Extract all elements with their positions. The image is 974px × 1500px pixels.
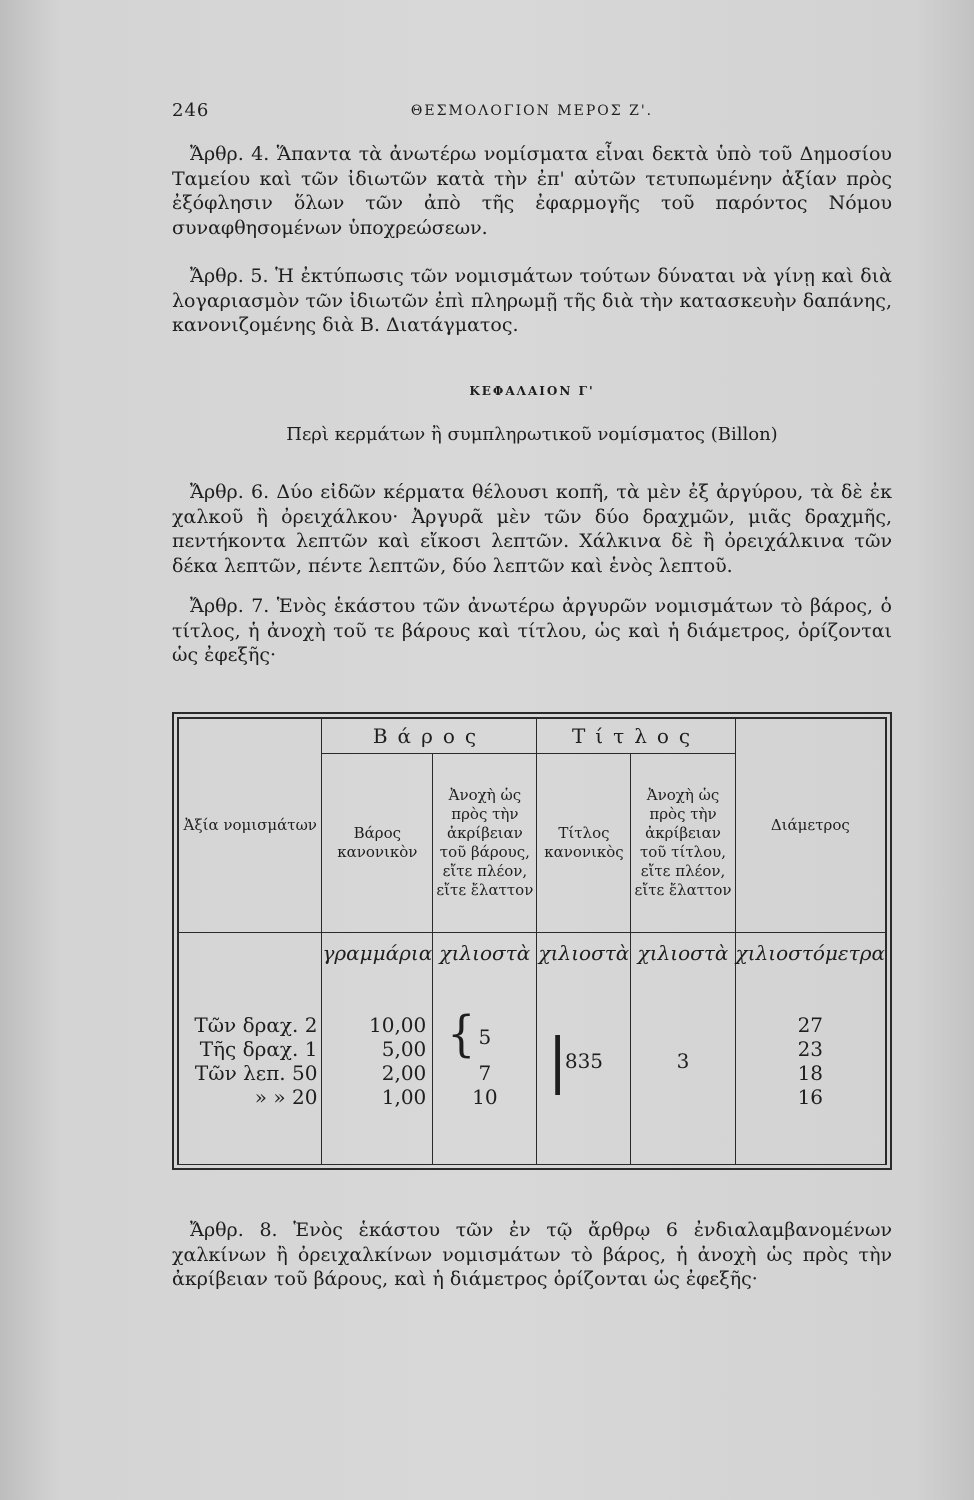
chapter-subtitle: Περὶ κερμάτων ἢ συμπληρωτικοῦ νομίσματος (Billon) [286,424,778,445]
tolerance-value: 10 [472,1085,498,1109]
tolerance-value: 7 [478,1061,492,1085]
chapter-title: ΚΕΦΑΛΑΙΟΝ Γ' [469,384,595,398]
title-shared-row [537,1013,630,1109]
article-5-text: Ἄρθρ. 5. Ἡ ἐκτύπωσις τῶν νομισμάτων τούτων δύναται νὰ γίνῃ καὶ διὰ λογαριασμὸν τῶν ἰδιωτῶν ἐπὶ πληρωμῇ τῆς διὰ τὴν κατασκευὴν δαπάνης, κανονιζομένης διὰ Β. Διατάγματος. [172,265,892,336]
article-7-text: Ἄρθρ. 7. Ἑνὸς ἑκάστου τῶν ἀνωτέρω ἀργυρῶν νομισμάτων τὸ βάρος, ὁ τίτλος, ἡ ἀνοχὴ τοῦ τε βάρους καὶ τίτλου, ὡς καὶ ἡ διάμετρος, ὁρίζονται ὡς ἐφεξῆς· [172,595,892,666]
row-label: » » 20 [254,1085,318,1109]
header-group-title: Τίτλος [537,719,735,754]
weight-tolerance-values [433,1006,537,1164]
unit-title-normal: χιλιοστὰ [537,933,631,1012]
header-group-weight: Βάρος [322,719,537,754]
diameter-values [735,1011,885,1164]
row-label: Τῆς δραχ. 1 [199,1037,318,1061]
article-8-text: Ἄρθρ. 8. Ἑνὸς ἑκάστου τῶν ἐν τῷ ἄρθρῳ 6 ἐνδιαλαμβανομένων χαλκίνων ἢ ὀρειχαλκίνων νομισμάτων τὸ βάρος, ἡ ἀνοχὴ ὡς πρὸς τὴν ἀκρίβειαν τοῦ βάρους, καὶ ἡ διάμετρος ὁρίζονται ὡς ἐφεξῆς· [172,1219,892,1290]
article-6 [172,480,892,578]
diameter-value: 16 [797,1085,824,1109]
article-4 [172,142,892,240]
coin-labels [179,1011,322,1164]
header-value [179,719,322,933]
diameter-value: 27 [797,1013,824,1037]
header-weight-normal: Βάρος κανονικὸν [322,754,433,933]
header-value-label: Ἀξία νομισμάτων [183,816,317,834]
page-number: 246 [172,100,210,121]
page-header [172,100,892,124]
diameter-value: 18 [797,1061,824,1085]
row-label: Τῶν δραχ. 2 [194,1013,318,1037]
unit-weight-normal: γραμμάρια [322,933,433,1012]
running-head: ΘΕΣΜΟΛΟΓΙΟΝ ΜΕΡΟΣ Ζ'. [410,103,654,119]
weight-value: 10,00 [369,1013,427,1037]
header-title-normal: Τίτλος κανονικὸς [537,754,631,933]
title-tolerance-shared: 3 [676,1049,690,1073]
header-weight-tolerance: Ἀνοχὴ ὡς πρὸς τὴν ἀκρίβειαν τοῦ βάρους, εἴτε πλέον, εἴτε ἔλαττον [433,754,537,933]
coin-specification-table [172,712,892,1170]
title-tolerance-values [631,1011,735,1164]
article-5 [172,264,892,338]
vertical-bar-glyph: | [547,1026,568,1096]
weight-value: 5,00 [381,1037,427,1061]
weight-normal-values [322,1011,433,1164]
article-8 [172,1218,892,1292]
title-normal-values [537,1011,631,1164]
title-shared: 835 [564,1049,604,1073]
diameter-value: 23 [797,1037,824,1061]
header-title-tolerance: Ἀνοχὴ ὡς πρὸς τὴν ἀκρίβειαν τοῦ τίτλου, εἴτε πλέον, εἴτε ἔλαττον [631,754,735,933]
row-label: Τῶν λεπ. 50 [194,1061,318,1085]
tolerance-shared-row [433,1006,536,1063]
article-4-text: Ἄρθρ. 4. Ἅπαντα τὰ ἀνωτέρω νομίσματα εἶναι δεκτὰ ὑπὸ τοῦ Δημοσίου Ταμείου καὶ τῶν ἰδιωτῶν κατὰ τὴν ἐπ' αὐτῶν τετυπωμένην ἀξίαν πρὸς ἐξόφλησιν ὅλων τῶν ἀπὸ τῆς ἐφαρμογῆς τοῦ παρόντος Νόμου συναφθησομένων ὑποχρεώσεων. [172,143,892,239]
tolerance-shared: 5 [478,1025,492,1049]
unit-diameter: χιλιοστόμετρα [735,933,885,1012]
header-diameter: Διάμετρος [735,719,885,933]
brace-glyph: { [447,1006,476,1063]
unit-title-tolerance: χιλιοστὰ [631,933,735,1012]
weight-value: 2,00 [381,1061,427,1085]
unit-weight-tolerance: χιλιοστὰ [433,933,537,1012]
article-6-text: Ἄρθρ. 6. Δύο εἰδῶν κέρματα θέλουσι κοπῆ, τὰ μὲν ἐξ ἀργύρου, τὰ δὲ ἐκ χαλκοῦ ἢ ὀρειχάλκου· Ἀργυρᾶ μὲν τῶν δύο δραχμῶν, μιᾶς δραχμῆς, πεντήκοντα λεπτῶν καὶ εἴκοσι λεπτῶν. Χάλκινα δὲ ἢ ὀρειχάλκινα τῶν δέκα λεπτῶν, πέντε λεπτῶν, δύο λεπτῶν καὶ ἑνὸς λεπτοῦ. [172,481,892,577]
article-7 [172,594,892,668]
weight-value: 1,00 [381,1085,427,1109]
unit-value-empty [179,933,322,1012]
